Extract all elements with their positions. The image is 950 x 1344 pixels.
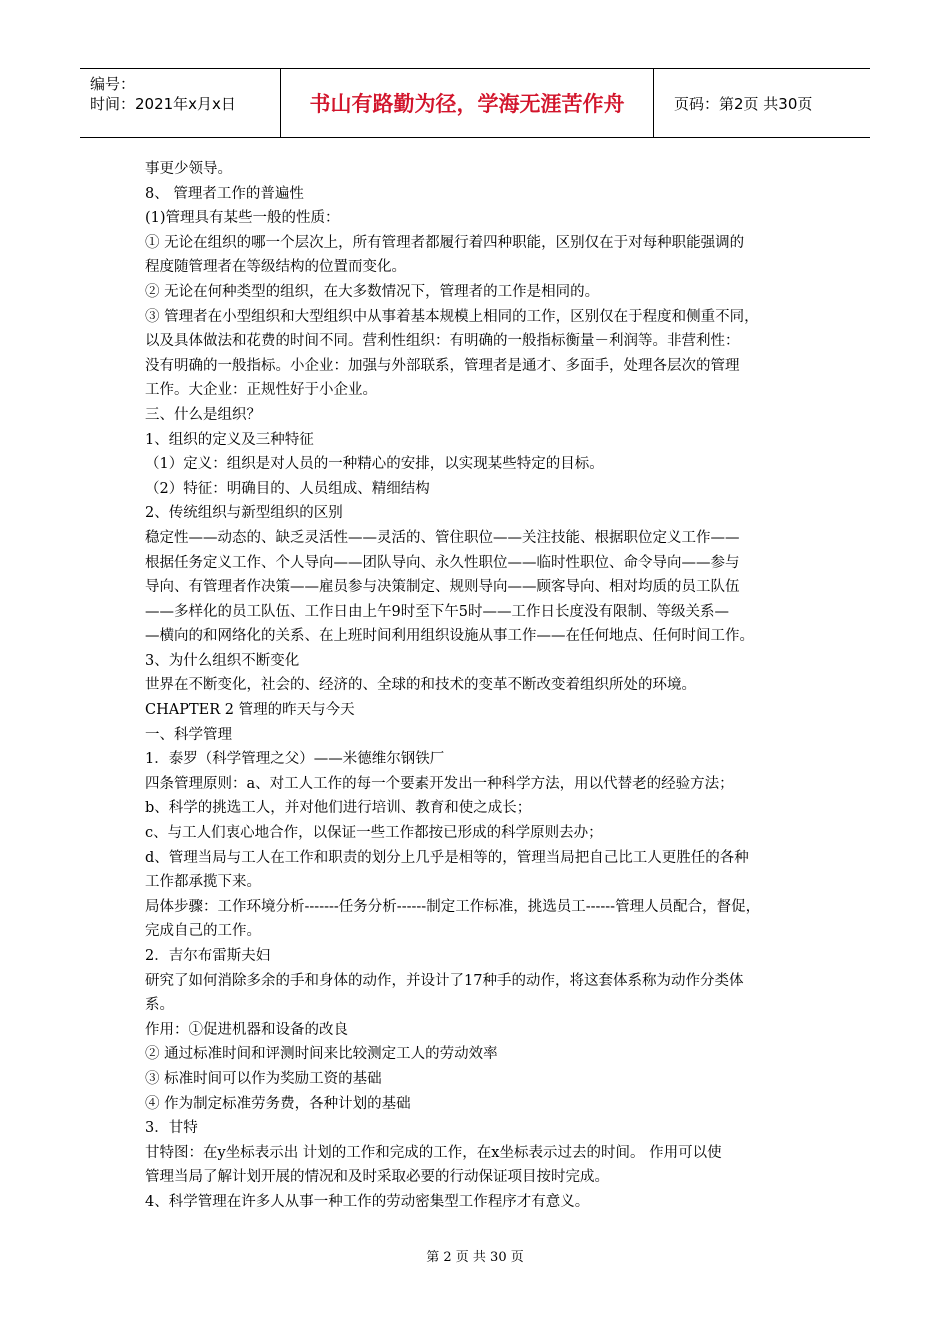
text-line: 3．甘特: [145, 1120, 198, 1137]
text-line: 管理当局了解计划开展的情况和及时采取必要的行动保证项目按时完成。: [145, 1169, 609, 1186]
text-line: 8、 管理者工作的普遍性: [145, 185, 304, 202]
text-line: (1)管理具有某些一般的性质：: [145, 210, 340, 227]
text-line: 工作。大企业：正规性好于小企业。: [145, 382, 377, 399]
text-line: ② 通过标准时间和评测时间来比较测定工人的劳动效率: [145, 1046, 498, 1063]
text-line: ① 无论在组织的哪一个层次上，所有管理者都履行着四种职能，区别仅在于对每种职能强调的: [145, 234, 745, 251]
text-line: 根据任务定义工作、个人导向——团队导向、永久性职位——临时性职位、命令导向——参与: [145, 554, 740, 571]
header-motto: 书山有路勤为径，学海无涯苦作舟: [281, 69, 654, 137]
header-page-number: [664, 69, 870, 137]
text-line: 2、传统组织与新型组织的区别: [145, 505, 343, 522]
text-line: 作用：①促进机器和设备的改良: [145, 1021, 348, 1038]
text-line: c、与工人们衷心地合作，以保证一些工作都按已形成的科学原则去办；: [145, 825, 603, 842]
document-number-label: 编号：: [90, 75, 136, 93]
text-line: 事更少领导。: [145, 161, 232, 177]
text-line: ③ 管理者在小型组织和大型组织中从事着基本规模上相同的工作，区别仅在于程度和侧重不同，: [145, 308, 759, 325]
text-line: 完成自己的工作。: [145, 923, 261, 940]
text-line: （1）定义：组织是对人员的一种精心的安排，以实现某些特定的目标。: [145, 456, 604, 473]
text-line: 一、科学管理: [145, 726, 232, 743]
text-line: 世界在不断变化，社会的、经济的、全球的和技术的变革不断改变着组织所处的环境。: [145, 677, 696, 694]
text-line: ——多样化的员工队伍、工作日由上午9时至下午5时——工作日长度没有限制、等级关系—: [145, 603, 729, 620]
text-line: 4、科学管理在许多人从事一种工作的劳动密集型工作程序才有意义。: [145, 1193, 590, 1210]
text-line: ② 无论在何种类型的组织，在大多数情况下，管理者的工作是相同的。: [145, 283, 600, 300]
text-line: 系。: [145, 997, 174, 1014]
page-footer: 第 2 页 共 30 页: [426, 1250, 524, 1265]
header-info-cell: [80, 69, 281, 137]
text-line: ③ 标准时间可以作为奖励工资的基础: [145, 1070, 382, 1087]
text-line: 工作都承揽下来。: [145, 874, 261, 891]
text-line: b、科学的挑选工人，并对他们进行培训、教育和使之成长；: [145, 800, 532, 817]
text-line: CHAPTER 2 管理的昨天与今天: [145, 702, 355, 719]
text-line: 四条管理原则：a、对工人工作的每一个要素开发出一种科学方法，用以代替老的经验方法；: [145, 775, 734, 792]
text-line: 1．泰罗（科学管理之父）——米德维尔钢铁厂: [145, 751, 445, 768]
text-line: 三、什么是组织？: [145, 406, 261, 423]
text-line: （2）特征：明确目的、人员组成、精细结构: [145, 480, 430, 497]
text-line: 甘特图：在y坐标表示出 计划的工作和完成的工作，在x坐标表示过去的时间。 作用可以使: [145, 1144, 722, 1161]
text-line: 研究了如何消除多余的手和身体的动作，并设计了17种手的动作，将这套体系称为动作分类体: [145, 972, 744, 989]
text-line: 导向、有管理者作决策——雇员参与决策制定、规则导向——顾客导向、相对均质的员工队伍: [145, 579, 740, 596]
text-line: 1、组织的定义及三种特征: [145, 431, 314, 448]
document-body: [145, 157, 810, 1215]
text-line: 3、为什么组织不断变化: [145, 652, 300, 669]
text-line: 局体步骤：工作环境分析-------任务分析------制定工作标准，挑选员工------管理人员配合，督促，: [145, 898, 761, 915]
text-line: 以及具体做法和花费的时间不同。营利性组织：有明确的一般指标衡量－利润等。非营利性：: [145, 333, 740, 350]
text-line: d、管理当局与工人在工作和职责的划分上几乎是相等的，管理当局把自己比工人更胜任的各种: [145, 849, 749, 866]
document-date-label: 时间：2021年x月x日: [90, 95, 236, 113]
text-line: —横向的和网络化的关系、在上班时间利用组织设施从事工作——在任何地点、任何时间工作。: [145, 628, 754, 645]
text-line: 2．吉尔布雷斯夫妇: [145, 948, 271, 964]
page-header: [80, 68, 870, 138]
page-number-label: 页码：第2页 共30页: [674, 94, 813, 113]
text-line: ④ 作为制定标准劳务费，各种计划的基础: [145, 1095, 411, 1112]
text-line: 稳定性——动态的、缺乏灵活性——灵活的、管住职位——关注技能、根据职位定义工作——: [145, 529, 740, 546]
text-line: 没有明确的一般指标。小企业：加强与外部联系，管理者是通才、多面手，处理各层次的管理: [145, 357, 740, 374]
text-line: 程度随管理者在等级结构的位置而变化。: [145, 259, 406, 276]
